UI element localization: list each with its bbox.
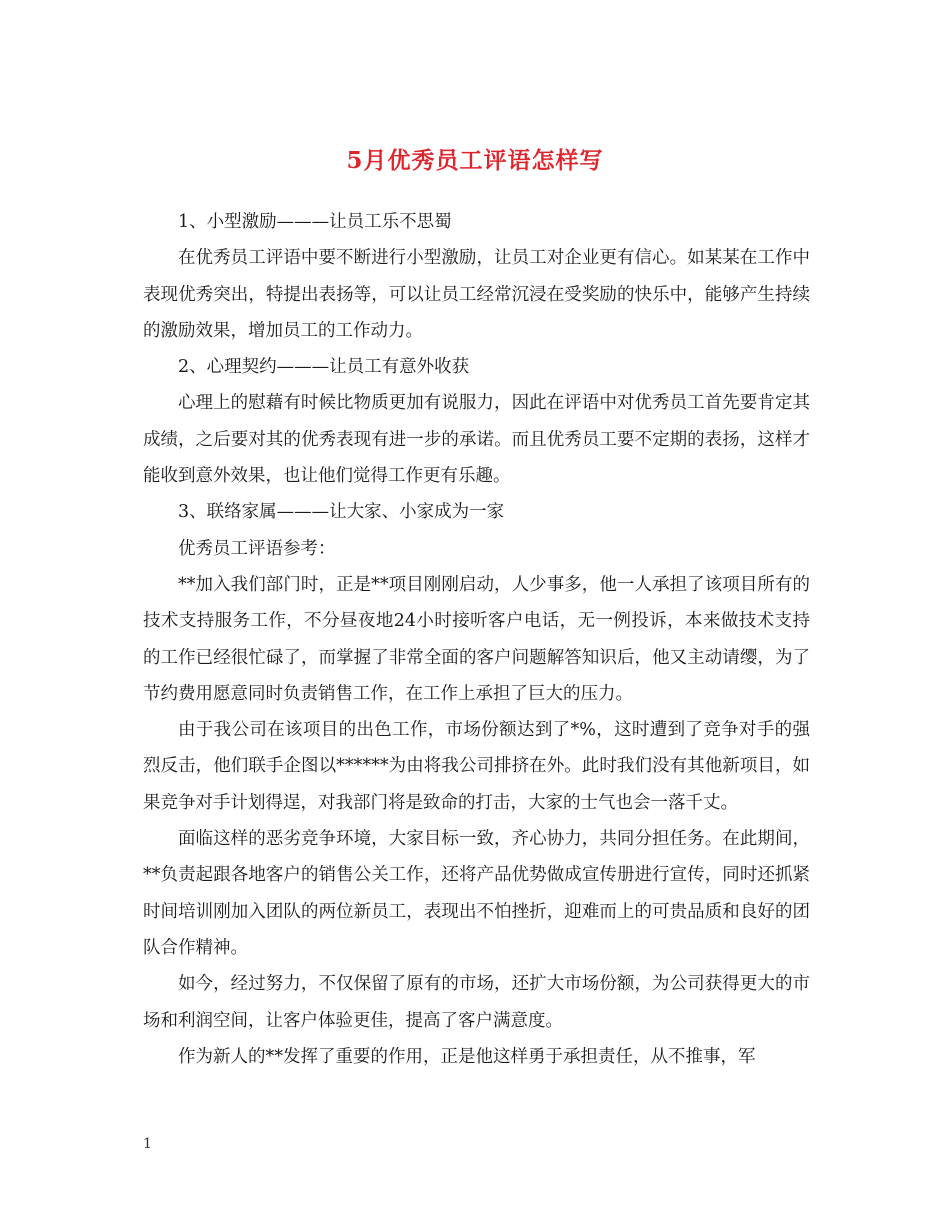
paragraph: **加入我们部门时，正是**项目刚刚启动，人少事多，他一人承担了该项目所有的技术支持服务工作，不分昼夜地24小时接听客户电话，无一例投诉，本来做技术支持的工作已经很忙碌了，而掌握了非常全面的客户问题解答知识后，他又主动请缨，为了节约费用愿意同时负责销售工作，在工作上承担了巨大的压力。 xyxy=(143,574,810,704)
section-heading-2: 2、心理契约———让员工有意外收获 xyxy=(178,357,470,378)
document-body xyxy=(143,204,810,1075)
paragraph: 作为新人的**发挥了重要的作用，正是他这样勇于承担责任，从不推事，军 xyxy=(178,1046,756,1067)
paragraph: 面临这样的恶劣竞争环境，大家目标一致，齐心协力，共同分担任务。在此期间，**负责起跟各地客户的销售公关工作，还将产品优势做成宣传册进行宣传，同时还抓紧时间培训刚加入团队的两位新员工，表现出不怕挫折，迎难而上的可贵品质和良好的团队合作精神。 xyxy=(143,829,810,958)
document-title: 5月优秀员工评语怎样写 xyxy=(346,147,604,175)
page-number: 1 xyxy=(143,1136,152,1152)
paragraph: 如今，经过努力，不仅保留了原有的市场，还扩大市场份额，为公司获得更大的市场和利润空间，让客户体验更佳，提高了客户满意度。 xyxy=(143,974,810,1031)
paragraph: 在优秀员工评语中要不断进行小型激励，让员工对企业更有信心。如某某在工作中表现优秀突出，特提出表扬等，可以让员工经常沉浸在受奖励的快乐中，能够产生持续的激励效果，增加员工的工作动力。 xyxy=(143,248,810,341)
section-heading-1: 1、小型激励———让员工乐不思蜀 xyxy=(178,212,452,232)
paragraph: 心理上的慰藉有时候比物质更加有说服力，因此在评语中对优秀员工首先要肯定其成绩，之后要对其的优秀表现有进一步的承诺。而且优秀员工要不定期的表扬，这样才能收到意外效果，也让他们觉得工作更有乐趣。 xyxy=(143,393,810,487)
paragraph: 由于我公司在该项目的出色工作，市场份额达到了*%，这时遭到了竞争对手的强烈反击，他们联手企图以******为由将我公司排挤在外。此时我们没有其他新项目，如果竞争对手计划得逞，对我部门将是致命的打击，大家的士气也会一落千丈。 xyxy=(143,720,810,813)
reference-heading: 优秀员工评语参考： xyxy=(178,538,336,559)
section-heading-3: 3、联络家属———让大家、小家成为一家 xyxy=(178,502,505,523)
